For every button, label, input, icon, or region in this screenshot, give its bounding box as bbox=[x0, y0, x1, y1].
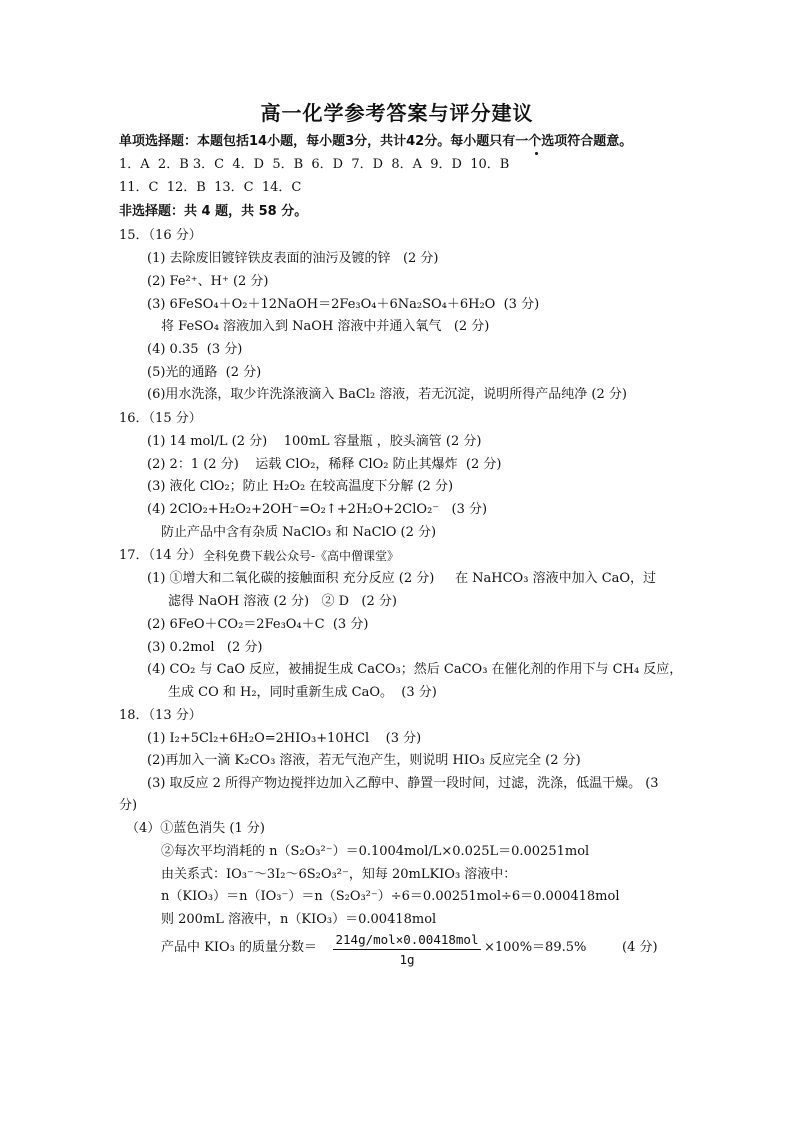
q15-heading: 15．（16 分） bbox=[119, 228, 202, 243]
q17-answer-line: 生成 CO 和 H₂，同时重新生成 CaO。 (3 分) bbox=[168, 685, 437, 700]
q15-answer-line: (1) 去除废旧镀锌铁皮表面的油污及镀的锌 (2 分) bbox=[147, 251, 439, 266]
mc-answers-row-2: 11．C 12．B 13．C 14．C bbox=[119, 180, 302, 195]
mass-fraction-score: (4 分) bbox=[622, 940, 658, 955]
q15-answer-line: (2) Fe²⁺、H⁺ (2 分) bbox=[147, 274, 269, 289]
q15-answer-line: (3) 6FeSO₄＋O₂＋12NaOH＝2Fe₃O₄＋6Na₂SO₄＋6H₂O (3 分) bbox=[147, 297, 540, 312]
q16-answer-line: (2) 2：1 (2 分) 运载 ClO₂，稀释 ClO₂ 防止其爆炸 (2 分) bbox=[147, 457, 502, 472]
q17-answer-line: (3) 0.2mol (2 分) bbox=[147, 640, 263, 655]
mass-fraction-suffix: ×100%＝89.5% bbox=[484, 940, 587, 955]
q18-answer-line: ②每次平均消耗的 n（S₂O₃²⁻）＝0.1004mol/L×0.025L＝0.00251mol bbox=[161, 844, 590, 859]
q15-answer-line: (4) 0.35 (3 分) bbox=[147, 342, 243, 357]
q16-answer-line: (4) 2ClO₂+H₂O₂+2OH⁻=O₂↑+2H₂O+2ClO₂⁻ (3 分) bbox=[147, 502, 488, 517]
fraction-denominator: 1g bbox=[399, 952, 415, 967]
q17-answer-line: (1) ①增大和二氧化碳的接触面积 充分反应 (2 分) 在 NaHCO₃ 溶液中加入 CaO，过 bbox=[147, 571, 657, 586]
q15-answer-line: 将 FeSO₄ 溶液加入到 NaOH 溶液中并通入氧气 (2 分) bbox=[161, 319, 490, 334]
q17-note: 全科免费下载公众号-《高中僧课堂》 bbox=[203, 549, 400, 563]
mc-section-header: 单项选择题：本题包括14小题，每小题3分，共计42分。每小题只有一个选项符合题意。 bbox=[119, 134, 633, 149]
q18-answer-line: 分) bbox=[119, 798, 138, 813]
q18-answer-line: （4）①蓝色消失 (1 分) bbox=[126, 821, 265, 836]
q17-answer-line: (2) 6FeO＋CO₂＝2Fe₃O₄＋C (3 分) bbox=[147, 617, 369, 632]
q18-answer-line: 则 200mL 溶液中，n（KIO₃）＝0.00418mol bbox=[161, 912, 437, 927]
q16-heading: 16．（15 分） bbox=[119, 411, 202, 426]
q18-answer-line: (1) I₂+5Cl₂+6H₂O=2HIO₃+10HCl (3 分) bbox=[147, 731, 422, 746]
mc-answers-row-1: 1．A 2．B 3．C 4．D 5．B 6．D 7．D 8．A 9．D 10．B bbox=[119, 157, 510, 172]
mass-fraction-fraction bbox=[333, 932, 481, 968]
page-title: 高一化学参考答案与评分建议 bbox=[260, 101, 534, 125]
emphasis-dot bbox=[535, 152, 538, 155]
q17-heading: 17．（14 分） bbox=[119, 548, 202, 563]
mass-fraction-prefix: 产品中 KIO₃ 的质量分数＝ bbox=[161, 940, 317, 955]
q15-answer-line: (5)光的通路 (2 分) bbox=[147, 365, 262, 380]
q18-answer-line: 由关系式：IO₃⁻～3I₂～6S₂O₃²⁻，知每 20mLKIO₃ 溶液中： bbox=[161, 867, 517, 882]
q16-answer-line: (1) 14 mol/L (2 分) 100mL 容量瓶 ，胶头滴管 (2 分) bbox=[147, 434, 482, 449]
q16-answer-line: (3) 液化 ClO₂；防止 H₂O₂ 在较高温度下分解 (2 分) bbox=[147, 479, 454, 494]
fraction-numerator: 214g/mol×0.00418mol bbox=[333, 932, 481, 950]
q15-answer-line: (6)用水洗涤，取少许洗涤液滴入 BaCl₂ 溶液，若无沉淀，说明所得产品纯净 (2 分) bbox=[147, 387, 627, 402]
q18-heading: 18．（13 分） bbox=[119, 708, 202, 723]
nonmc-section-header: 非选择题：共 4 题，共 58 分。 bbox=[119, 204, 308, 219]
q17-answer-line: (4) CO₂ 与 CaO 反应，被捕捉生成 CaCO₃；然后 CaCO₃ 在催化剂的作用下与 CH₄ 反应， bbox=[147, 662, 683, 677]
q17-answer-line: 滤得 NaOH 溶液 (2 分) ② D (2 分) bbox=[168, 594, 397, 609]
q18-answer-line: (2)再加入一滴 K₂CO₃ 溶液，若无气泡产生，则说明 HIO₃ 反应完全 (2 分) bbox=[147, 753, 581, 768]
q18-answer-line: (3) 取反应 2 所得产物边搅拌边加入乙醇中、静置一段时间，过滤，洗涤，低温干燥。 (3 bbox=[147, 776, 659, 791]
q18-answer-line: n（KIO₃）＝n（IO₃⁻）＝n（S₂O₃²⁻）÷6＝0.00251mol÷6＝0.000418mol bbox=[161, 889, 620, 904]
q16-answer-line: 防止产品中含有杂质 NaClO₃ 和 NaClO (2 分) bbox=[161, 525, 437, 540]
